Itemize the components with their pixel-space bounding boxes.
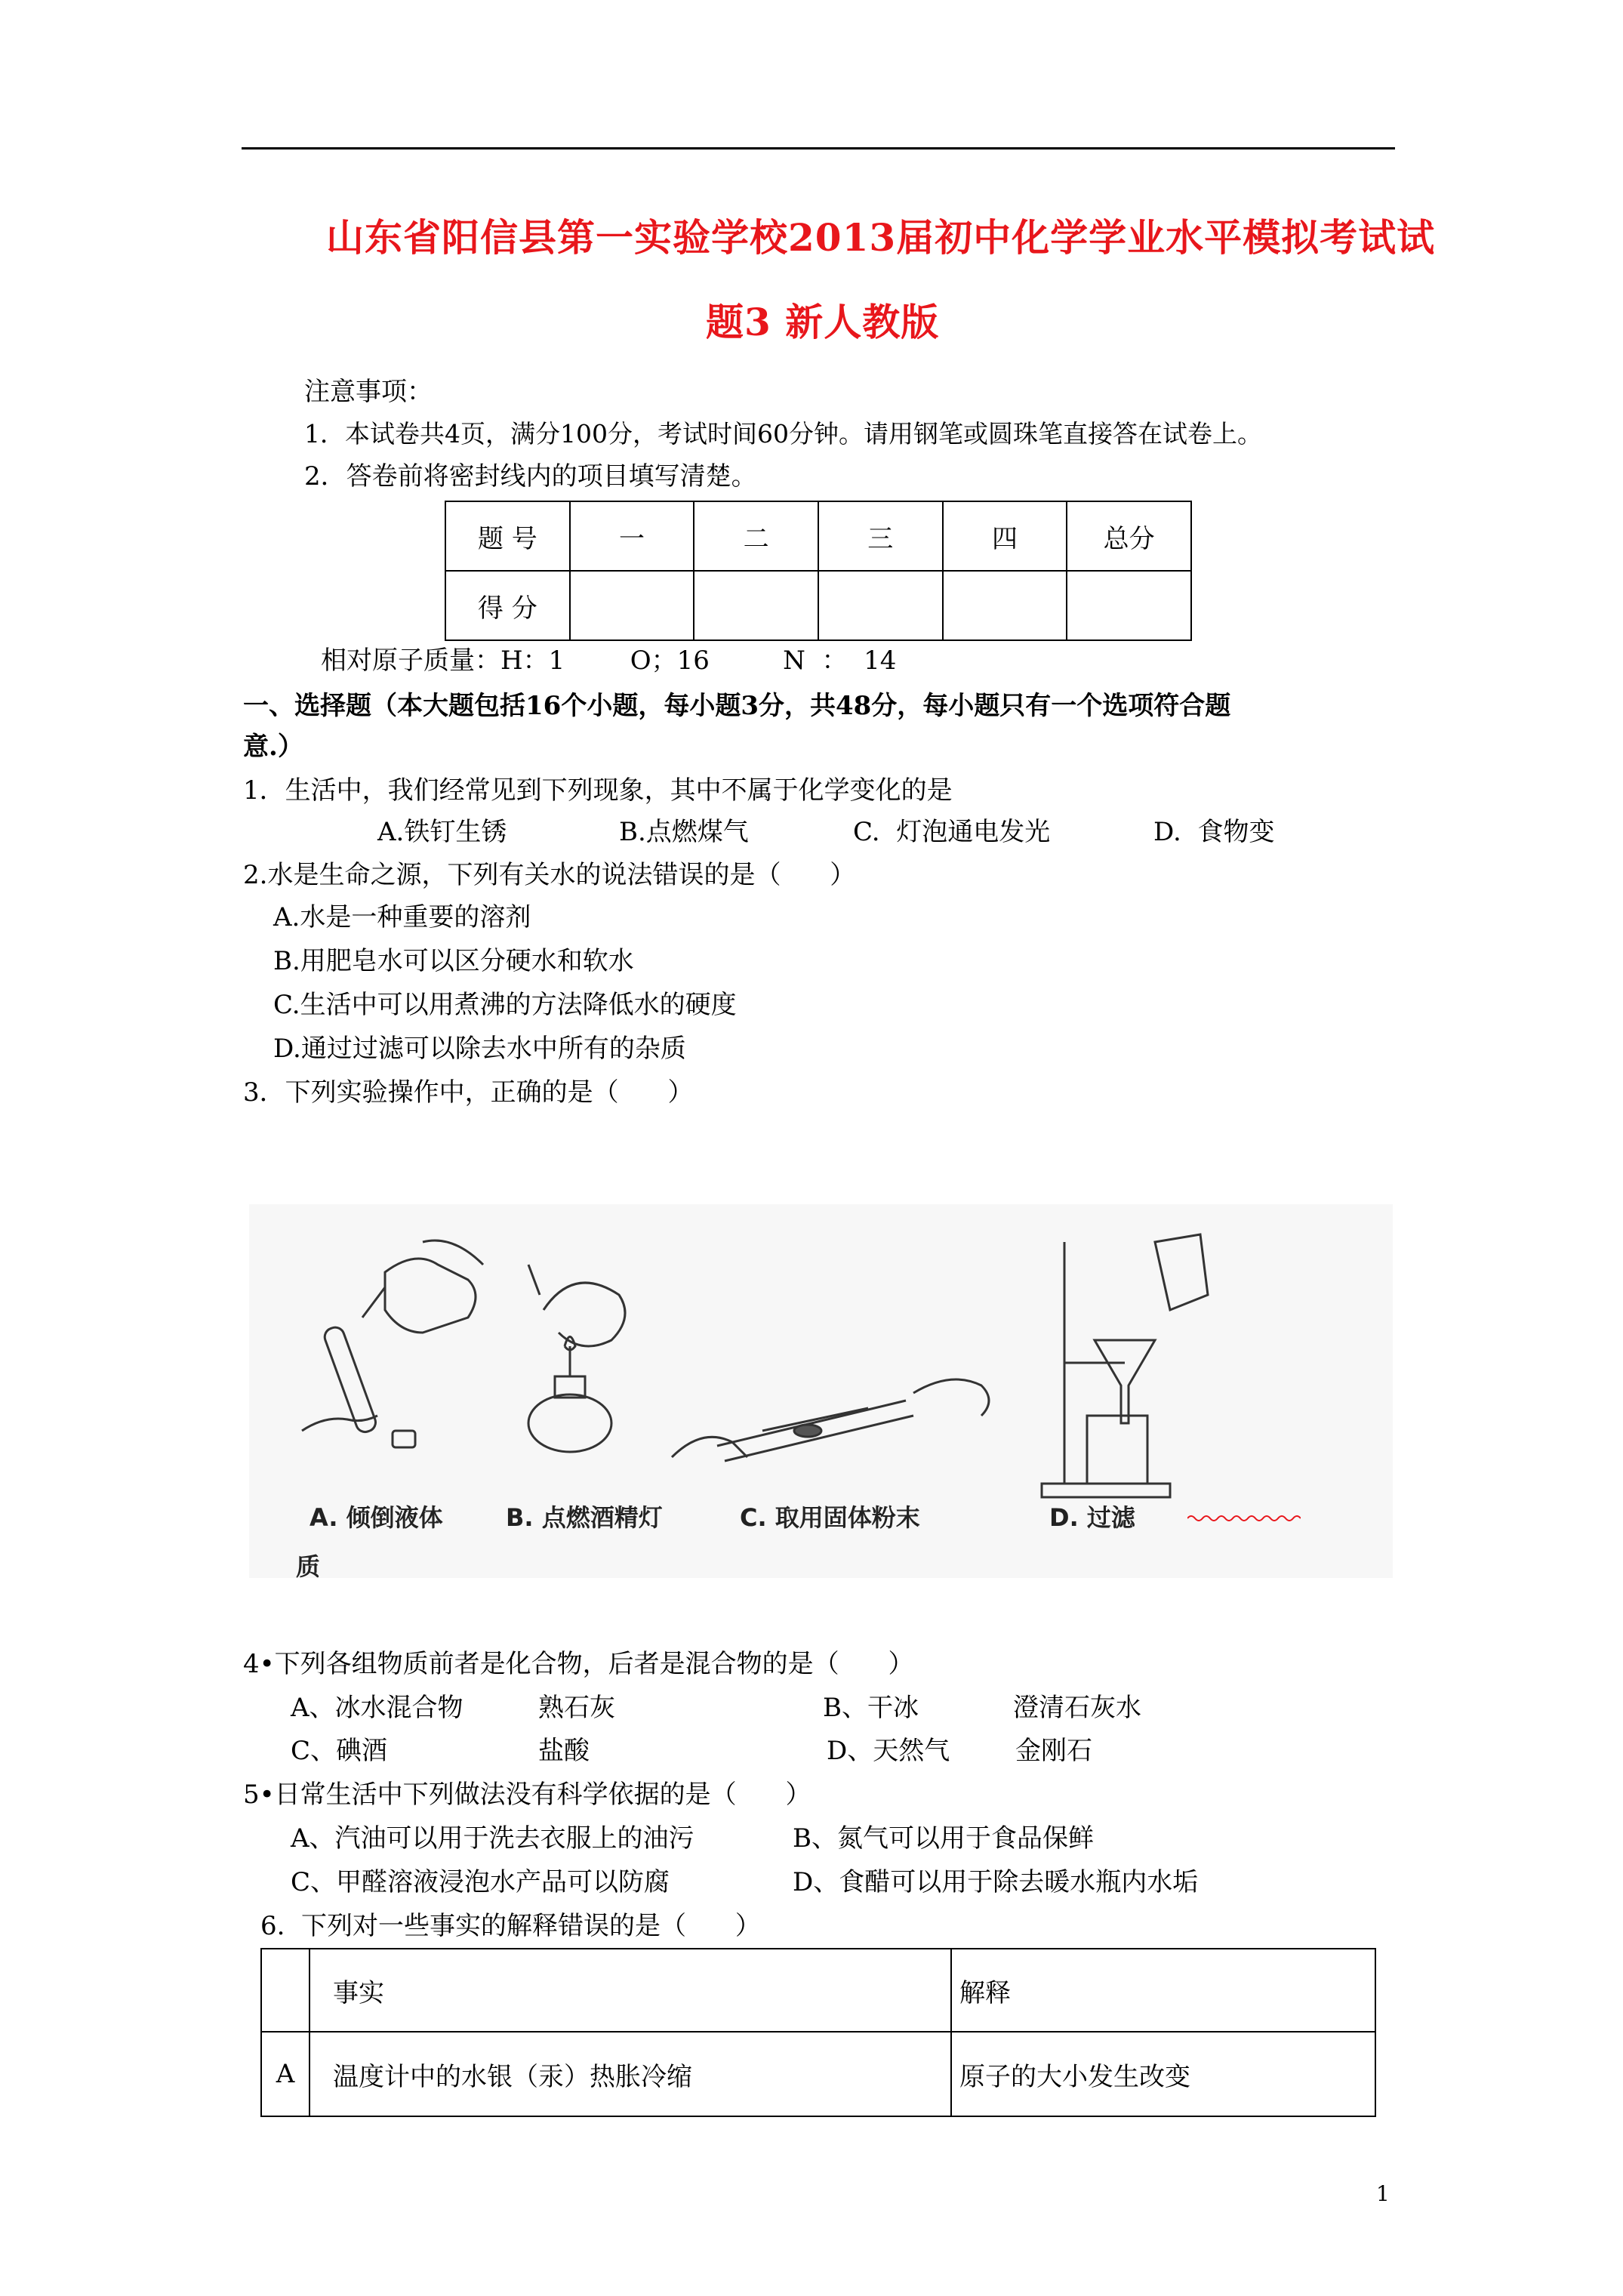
figure-label-a: A. 倾倒液体 bbox=[310, 1503, 443, 1532]
score-input-cell[interactable] bbox=[570, 571, 694, 640]
q4-option-b-2: 澄清石灰水 bbox=[1013, 1693, 1141, 1723]
q6-table-cell: A bbox=[261, 2032, 310, 2116]
q2-option-a: A.水是一种重要的溶剂 bbox=[273, 902, 531, 932]
section1-heading-cont: 意.） bbox=[243, 732, 303, 762]
q5-option-b: B、氮气可以用于食品保鲜 bbox=[793, 1823, 1094, 1854]
q4-stem: 4•下列各组物质前者是化合物，后者是混合物的是（ ） bbox=[243, 1649, 914, 1679]
score-header-cell: 一 bbox=[570, 501, 694, 571]
q1-option-a: A.铁钉生锈 bbox=[377, 817, 507, 847]
score-input-cell[interactable] bbox=[818, 571, 943, 640]
q2-option-b: B.用肥皂水可以区分硬水和软水 bbox=[273, 946, 634, 976]
score-header-cell: 题 号 bbox=[445, 501, 570, 571]
figure-extra-char: 质 bbox=[296, 1552, 321, 1581]
score-header-cell: 总分 bbox=[1067, 501, 1191, 571]
q5-option-d: D、食醋可以用于除去暖水瓶内水垢 bbox=[793, 1867, 1199, 1897]
score-header-cell: 四 bbox=[943, 501, 1067, 571]
q1-option-d: D. 食物变 bbox=[1153, 817, 1275, 847]
q4-option-c-2: 盐酸 bbox=[538, 1736, 590, 1766]
page-number: 1 bbox=[1376, 2181, 1390, 2206]
q6-stem: 6. 下列对一些事实的解释错误的是（ ） bbox=[260, 1911, 761, 1941]
score-header-cell: 二 bbox=[694, 501, 818, 571]
notes-heading: 注意事项： bbox=[304, 377, 433, 407]
q6-table bbox=[260, 1948, 1376, 2117]
q6-table-cell: 原子的大小发生改变 bbox=[951, 2032, 1375, 2116]
notes-item-2: 2．答卷前将密封线内的项目填写清楚。 bbox=[304, 461, 757, 492]
score-header-cell: 三 bbox=[818, 501, 943, 571]
q4-option-b: B、干冰 bbox=[823, 1693, 919, 1723]
q4-option-a: A、冰水混合物 bbox=[291, 1693, 463, 1723]
q4-option-a-2: 熟石灰 bbox=[538, 1693, 615, 1723]
squiggle-underline bbox=[1187, 1514, 1301, 1523]
powder-transfer-illustration bbox=[672, 1379, 989, 1461]
score-table bbox=[445, 501, 1192, 641]
q4-option-d-2: 金刚石 bbox=[1015, 1736, 1092, 1766]
q1-stem: 1．生活中，我们经常见到下列现象，其中不属于化学变化的是 bbox=[243, 775, 953, 806]
q5-stem: 5•日常生活中下列做法没有科学依据的是（ ） bbox=[243, 1780, 812, 1810]
q6-table-cell: 温度计中的水银（汞）热胀冷缩 bbox=[310, 2032, 951, 2116]
q6-table-header: 解释 bbox=[951, 1949, 1375, 2032]
title-line-1: 山东省阳信县第一实验学校2013届初中化学学业水平模拟考试试 bbox=[326, 215, 1436, 260]
figure-label-b: B. 点燃酒精灯 bbox=[506, 1503, 663, 1532]
score-input-cell[interactable] bbox=[694, 571, 818, 640]
q2-option-d: D.通过过滤可以除去水中所有的杂质 bbox=[273, 1034, 686, 1064]
score-input-cell[interactable] bbox=[943, 571, 1067, 640]
alcohol-lamp-illustration bbox=[528, 1265, 625, 1452]
atomic-mass: 相对原子质量：H：1 O；16 N ： 14 bbox=[321, 646, 897, 676]
q3-stem: 3．下列实验操作中，正确的是（ ） bbox=[243, 1077, 694, 1108]
header-rule bbox=[242, 147, 1395, 149]
section1-heading: 一、选择题（本大题包括16个小题，每小题3分，共48分，每小题只有一个选项符合题 bbox=[243, 691, 1231, 721]
q5-option-c: C、甲醛溶液浸泡水产品可以防腐 bbox=[291, 1867, 670, 1897]
q4-option-d: D、天然气 bbox=[827, 1736, 950, 1766]
pouring-liquid-illustration bbox=[302, 1240, 483, 1447]
title-line-2: 题3 新人教版 bbox=[706, 300, 940, 344]
q1-option-b: B.点燃煤气 bbox=[619, 817, 749, 847]
lab-illustrations bbox=[249, 1204, 1393, 1506]
score-row-label: 得 分 bbox=[445, 571, 570, 640]
q3-figure bbox=[249, 1204, 1393, 1581]
figure-label-c: C. 取用固体粉末 bbox=[740, 1503, 920, 1532]
filtration-illustration bbox=[1042, 1234, 1208, 1497]
q5-option-a: A、汽油可以用于洗去衣服上的油污 bbox=[291, 1823, 694, 1854]
q2-option-c: C.生活中可以用煮沸的方法降低水的硬度 bbox=[273, 990, 737, 1020]
q2-stem: 2.水是生命之源，下列有关水的说法错误的是（ ） bbox=[243, 860, 856, 890]
q4-option-c: C、碘酒 bbox=[291, 1736, 388, 1766]
q6-table-header bbox=[261, 1949, 310, 2032]
score-input-cell[interactable] bbox=[1067, 571, 1191, 640]
figure-label-d: D. 过滤 bbox=[1049, 1503, 1135, 1532]
q1-option-c: C. 灯泡通电发光 bbox=[853, 817, 1051, 847]
q6-table-header: 事实 bbox=[310, 1949, 951, 2032]
notes-item-1: 1．本试卷共4页，满分100分，考试时间60分钟。请用钢笔或圆珠笔直接答在试卷上。 bbox=[304, 419, 1262, 448]
